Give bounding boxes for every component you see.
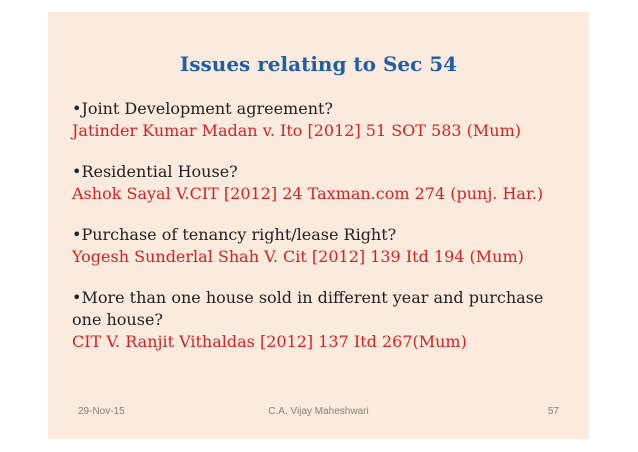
issue-citation: Ashok Sayal V.CIT [2012] 24 Taxman.com 274 (punj. Har.) <box>72 184 544 203</box>
issue-question: •Residential House? <box>72 162 238 181</box>
issue-question: •Purchase of tenancy right/lease Right? <box>72 225 397 244</box>
issue-item <box>72 287 572 353</box>
issue-citation: Yogesh Sunderlal Shah V. Cit [2012] 139 Itd 194 (Mum) <box>72 247 524 266</box>
footer-date: 29-Nov-15 <box>78 406 125 417</box>
issue-item <box>72 161 572 205</box>
footer-author: C.A. Vijay Maheshwari <box>268 406 369 417</box>
issue-question: •Joint Development agreement? <box>72 99 333 118</box>
slide <box>48 12 589 439</box>
issues-list <box>72 98 572 372</box>
issue-item <box>72 98 572 142</box>
issue-question: •More than one house sold in different year and purchase one house? <box>72 288 544 329</box>
issue-citation: Jatinder Kumar Madan v. Ito [2012] 51 SOT 583 (Mum) <box>72 121 522 140</box>
footer-page-number: 57 <box>547 406 559 417</box>
issue-item <box>72 224 572 268</box>
issue-citation: CIT V. Ranjit Vithaldas [2012] 137 Itd 267(Mum) <box>72 332 467 351</box>
slide-title: Issues relating to Sec 54 <box>179 52 458 76</box>
